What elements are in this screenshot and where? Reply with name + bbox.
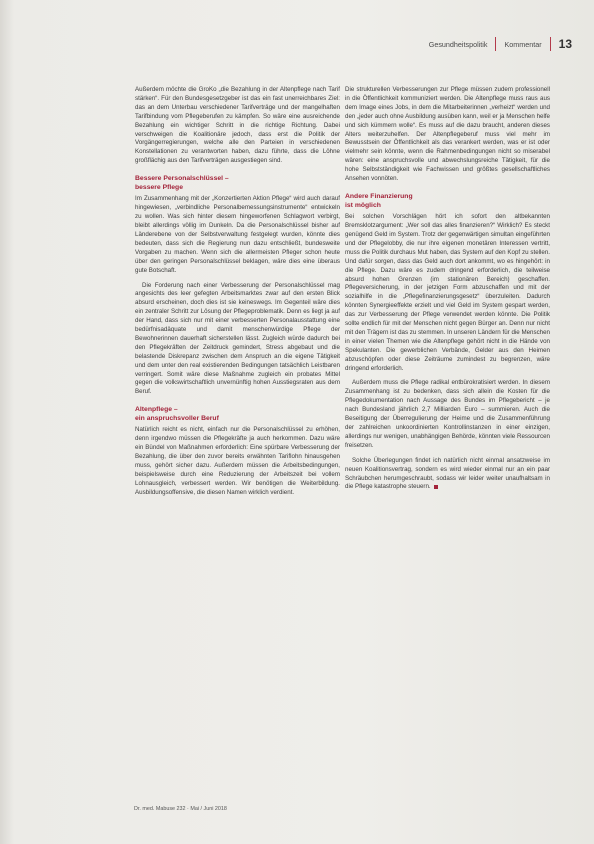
left-heading-staffing-line2: bessere Pflege xyxy=(135,183,183,191)
left-paragraph-3: Natürlich reicht es nicht, einfach nur die Personalschlüssel zu erhöhen, denn irgendwo müssen die Pflegekräfte ja auch herkommen. Dazu wäre ein Bündel von Maßnahmen erforderlich: Eine spürbare Verbesserung der Bezahlung, die über den zuvor bereits erwähnten Tariflohn hinausgehen muss, gehört sicher dazu. Außerdem müssen die Arbeitsbedingungen, beispielsweise durch eine Reduzierung der Arbeitszeit bei vollem Lohnausgleich, verbessert werden. Wir benötigen die Weiterbildung. Ausbildungsoffensive, die diesen Namen wirklich verdient. xyxy=(135,426,340,496)
page-number: 13 xyxy=(550,37,572,51)
right-paragraph-4 xyxy=(345,457,550,493)
right-heading-financing xyxy=(345,193,550,210)
right-paragraph-3: Außerdem muss die Pflege radikal entbürokratisiert werden. In diesem Zusammenhang ist zu bedenken, dass sich allein die Kosten für die Pflegedokumentation nach Aussage des Bundes im Pflegebericht – je nach Bundesland jährlich 2,7 Milliarden Euro – summieren. Auch die Beseitigung der Überregulierung der Heime und die Zusammenführung der zahlreichen unkoordinierten Kontrollinstanzen in einer einzigen, allerdings nur wenigen, unabhängigen Behörde, könnten viele Ressourcen freisetzen. xyxy=(345,379,550,449)
article-end-mark-icon xyxy=(434,485,438,489)
left-heading-staffing xyxy=(135,175,340,192)
page-header xyxy=(360,37,572,51)
left-paragraph-2: Die Forderung nach einer Verbesserung der Personalschlüssel mag angesichts des leer gefegten Arbeitsmarktes zwar auf den ersten Blick absurd erscheinen, doch dies ist sie keineswegs. Im Gegenteil wäre dies ein zentraler Schritt zur Lösung der Pflegeproblematik. Denn es liegt ja auf der Hand, dass sich nur mit einer verbesserten Personalausstattung eine bedürfnisadäquate und damit menschenwürdige Pflege der Bewohnerinnen dauerhaft sicherstellen lässt. Zugleich würde dadurch bei den Pflegekräften der Zeitdruck gemindert, Stress abgebaut und die belastende Diskrepanz zwischen dem Anspruch an die eigene Tätigkeit und dem unter den real existierenden Bedingungen tatsächlich Leistbaren verringert. Somit wäre diese Maßnahme zugleich ein probates Mittel gegen die volkswirtschaftlich unvernünftig hohen Ausstiegsraten aus dem Beruf. xyxy=(135,281,340,396)
left-column xyxy=(135,86,340,504)
left-heading-staffing-line1: Bessere Personalschlüssel – xyxy=(135,175,229,183)
page-footer: Dr. med. Mabuse 232 · Mai / Juni 2018 xyxy=(134,806,227,812)
left-heading-profession-line1: Altenpflege – xyxy=(135,406,178,414)
section-label: Gesundheitspolitik xyxy=(428,39,488,49)
right-paragraph-4-text: Solche Überlegungen findet ich natürlich nicht einmal ansatzweise im neuen Koalitionsvertrag, sondern es wird wieder einmal nur an ein paar Schräubchen herumgeschraubt, sodass wir leider weiter unaufhaltsam in die Pflege katastrophe steuern. xyxy=(345,456,550,491)
right-heading-financing-line1: Andere Finanzierung xyxy=(345,192,413,200)
header-divider xyxy=(495,37,496,51)
right-heading-financing-line2: ist möglich xyxy=(345,201,381,209)
left-heading-profession xyxy=(135,406,340,423)
category-label: Kommentar xyxy=(504,39,542,49)
right-column xyxy=(345,86,550,498)
left-heading-profession-line2: ein anspruchsvoller Beruf xyxy=(135,414,219,422)
left-intro-paragraph: Außerdem möchte die GroKo „die Bezahlung in der Altenpflege nach Tarif stärken“. Für den Bundesgesetzgeber ist das ein fast unerreichbares Ziel: das an dem Unterbau verschiedener Tarifverträge und der mangelhaften Tarifbindung vom Pflegeberufen zu kämpfen. So wäre eine ausreichende Bezahlung ein wichtiger Schritt in die richtige Richtung. Dabei verschweigen die Koalitionäre jedoch, dass erst die Politik der Vorgängerregierungen, welche alle den Parteien in verschiedenen Konstellationen zu verantworten haben, dazu führte, dass die Löhne großflächig aus den Tarifverträgen ausgestiegen sind. xyxy=(135,86,340,165)
left-paragraph-1: Im Zusammenhang mit der „Konzertierten Aktion Pflege“ wird auch darauf hingewiesen, „verbindliche Personalbemessungsinstrumente“ entwickeln zu wollen. Was sich hinter diesem hingeworfenen Schlagwort verbirgt, bleibt allerdings völlig im Dunkeln. Da die Personalschlüssel bisher auf Länderebene von der Selbstverwaltung festgelegt wurden, könnte dies bedeuten, dass sich die Regierung nun dazu entschließt, bundesweite Vorgaben zu machen. Wenn sich die allermeisten Pfleger schon heute über den geringen Personalschlüssel beklagen, wäre dies eine überaus gute Botschaft. xyxy=(135,195,340,274)
right-paragraph-1: Die strukturellen Verbesserungen zur Pflege müssen zudem professionell in die Öffentlichkeit kommuniziert werden. Die Altenpflege muss raus aus dem Image eines Jobs, in dem die Mitarbeiterinnen „verheizt“ werden und den „jeder auch ohne Ausbildung ausüben kann, weil er ja Menschen helfe und sich kümmern wolle“. Es muss auf die dazu braucht, anderen dieses Alters weiterzuhelfen. Der Altenpflegeberuf muss viel mehr im Bewusstsein der Öffentlichkeit als das verankert werden, was er ist oder vielmehr sein könnte, wenn die Rahmenbedingungen nicht so miserabel wären: eine anspruchsvolle und abwechslungsreiche Tätigkeit, für die hohe Selbstständigkeit wie Fachwissen und größtes gesellschaftliches Ansehen vonnöten. xyxy=(345,86,550,183)
right-paragraph-2: Bei solchen Vorschlägen hört ich sofort den altbekannten Bremsklotzargument: „Wer soll das alles finanzieren?“ Wirklich? Es steckt genügend Geld im System. Trotz der gegenwärtigen simultan eingeführten und der Pflegelobby, die nur ihre eigenen monetären Interessen vertritt, muss die Politik durchaus Mut haben, das System auf den Kopf zu stellen. Und dafür sorgen, dass das Geld auch dort ankommt, wo es hingehört: in die Pflege. Dazu wäre es zudem dringend erforderlich, die teilweise absurd hohen Grenzen (im stationären Bereich) geschaffen. Pflegeversicherung, in der jetzigen Form abzuschaffen und mit der sozialhilfe in die „Pflegefinanzierungsgesetz“ überzuleiten. Dadurch könnten Synergieeffekte erzielt und viel Geld im System gespart werden, das zur Verbesserung der Pflege verwendet werden könnte. Die Politik sollte endlich für mit der Menschen nicht gegen Bürger an. Denn nur nicht mit den Trägern ist das zu stemmen. In unseren Ländern für die Menschen in einer vielen Themen wie die Altenpflege gehört nicht in die Hände von Spekulanten. Die gewerblichen Verbände, Gelder aus den Heimen abzuschöpfen oder diese Zeiträume zumindest zu begrenzen, wäre dringend erforderlich. xyxy=(345,213,550,372)
